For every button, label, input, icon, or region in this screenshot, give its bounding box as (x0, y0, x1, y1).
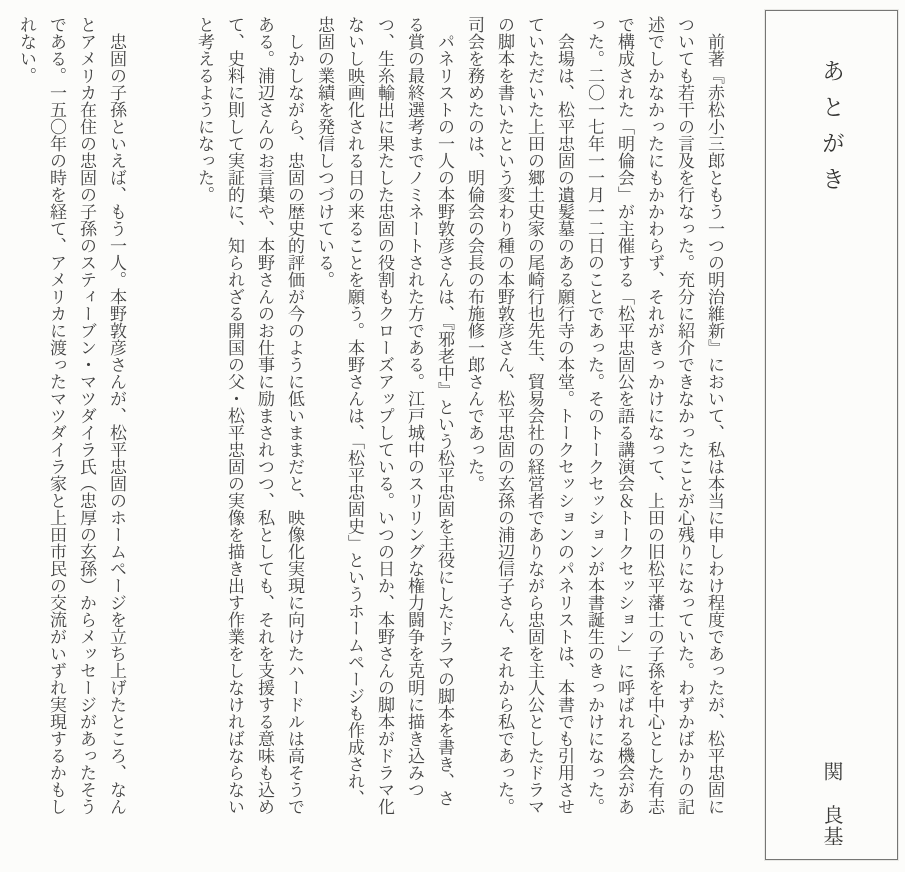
paragraph-3: パネリストの一人の本野敦彦さんは、『邪老中』という松平忠固を主役にしたドラマの脚本を書き、さる賞の最終選考までノミネートされた方である。江戸城中のスリリングな権力闘争を克明に描き込みつつ、生糸輸出に果たした忠固の役割もクローズアップしている。いつの日か、本野さんの脚本がドラマ化ないし映画化される日の来ることを願う。本野さんは、「松平忠固史」というホームページも作成され、忠固の業績を発信しつづけている。 (315, 16, 454, 815)
paragraph-1: 前著『赤松小三郎ともう一つの明治維新』において、私は本当に申しわけ程度であったが、松平忠固についても若干の言及を行なった。充分に紹介できなかったことが心残りになっていた。わずかばかりの記述でしかなかったにもかかわらず、それがきっかけになって、上田の旧松平藩士の子孫を中心とした有志で構成された「明倫会」が主催する「松平忠固公を語る講演会＆トークセッション」に呼ばれる機会があった。二〇一七年一一月一二日のことであった。そのトークセッションが本書誕生のきっかけになった。 (585, 16, 724, 815)
paragraph-2: 会場は、松平忠固の遺髪墓のある願行寺の本堂。トークセッションのパネリストは、本書でも引用させていただいた上田の郷土史家の尾崎行也先生、貿易会社の経営者でありながら忠固を主人公としたドラマの脚本を書いたという変わり種の本野敦彦さん、松平忠固の玄孫の浦辺信子さん、それから私であった。司会を務めたのは、明倫会の会長の布施修一郎さんであった。 (465, 16, 574, 815)
paragraph-4: しかしながら、忠固の歴史的評価が今のように低いままだと、映像化実現に向けたハードルは高そうである。浦辺さんのお言葉や、本野さんのお仕事に励まされつつ、私としても、それを支援する意味も込めて、史料に則して実証的に、知られざる開国の父・松平忠固の実像を描き出す作業をしなければならないと考えるようになった。 (195, 16, 304, 815)
chapter-title: あとがき (819, 59, 844, 203)
chapter-title-box (765, 10, 898, 860)
author-name: 関 良基 (820, 760, 842, 847)
paragraph-5: 忠固の子孫といえば、もう一人。本野敦彦さんが、松平忠固のホームページを立ち上げたところ、なんとアメリカ在住の忠固の子孫のスティーブン・マツダイラ氏（忠厚の玄孫）からメッセージがあったそうである。一五〇年の時を経て、アメリカに渡ったマツダイラ家と上田市民の交流がいずれ実現するかもしれない。 (17, 16, 126, 815)
afterword-body (5, 16, 729, 815)
